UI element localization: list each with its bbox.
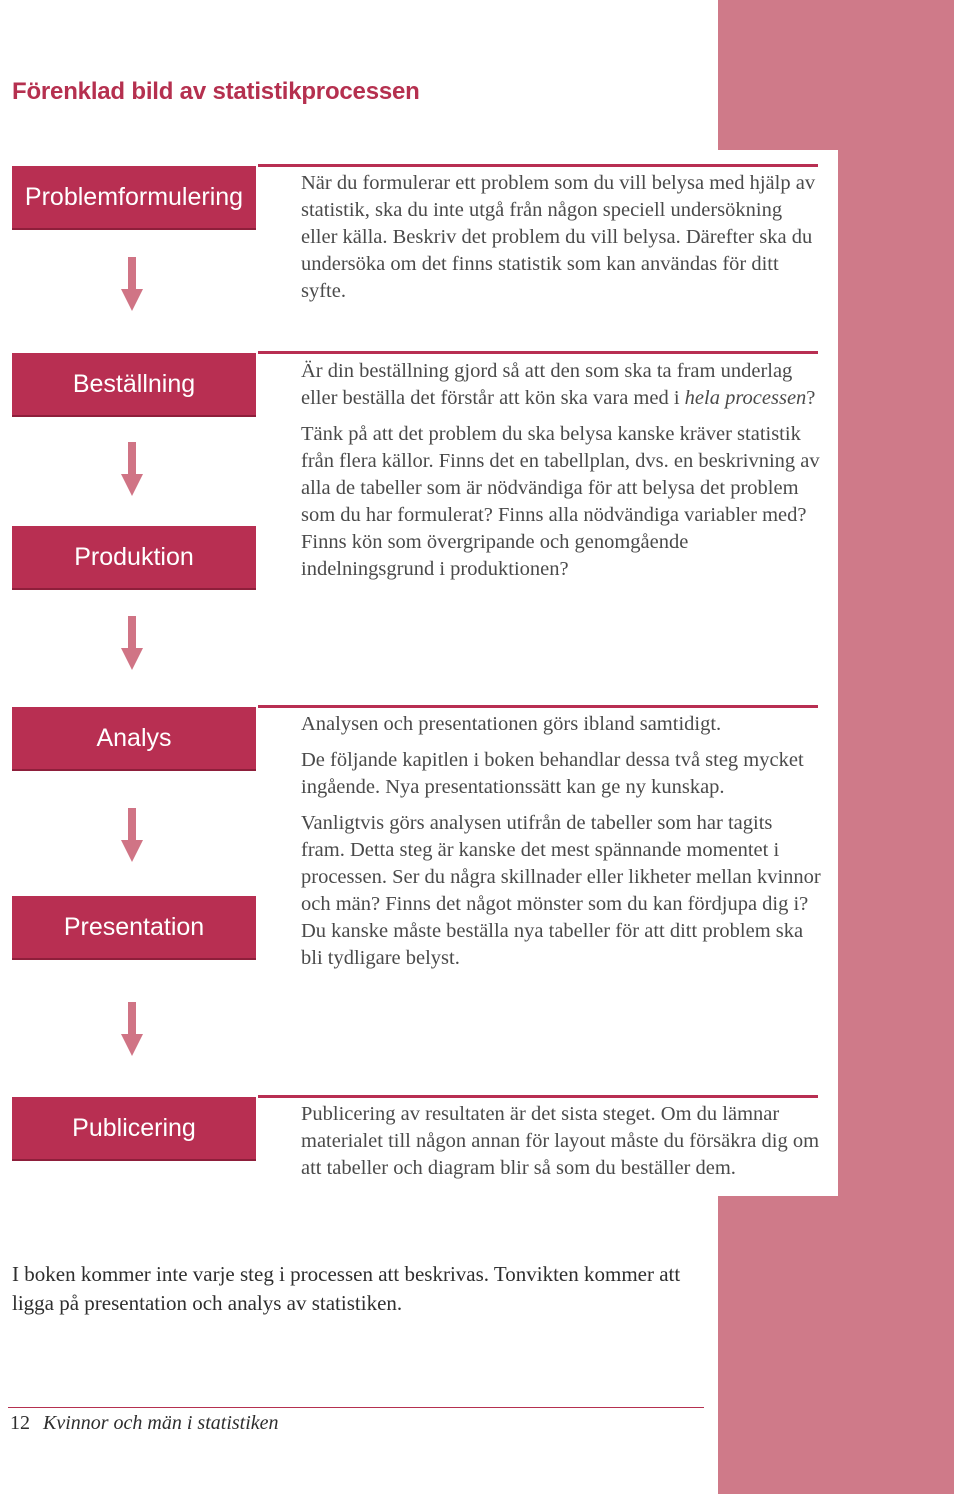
arrow-down-icon [121,808,143,862]
step-analys: Analys [12,707,256,771]
desc-problem-text: När du formulerar ett problem som du vill belysa med hjälp av statistik, ska du inte utgå från någon speciell undersökning eller källa. Beskriv det problem du vill belysa. Därefter ska du undersöka om det finns statistik som kan användas för ditt syfte. [301,172,816,302]
section-rule [258,164,818,167]
arrow-down-icon [121,616,143,670]
desc-bestallning-produktion [301,358,821,592]
desc-produktion-text: Tänk på att det problem du ska belysa kanske kräver statistik från flera källor. Finns det en tabellplan, dvs. en beskrivning av alla de tabeller som är nödvändiga för att belysa det problem som du har formulerat? Finns alla nödvändiga variabler med? Finns kön som övergripande och genomgående indelningsgrund i produktionen? [301,423,820,580]
desc-analys-presentation [301,711,821,981]
page-footer [10,1412,279,1435]
desc-bestallning-text [301,358,821,412]
desc-analys-2: De följande kapitlen i boken behandlar dessa två steg mycket ingående. Nya presentationssätt kan ge ny kunskap. [301,749,804,798]
footer-rule [8,1407,704,1408]
arrow-down-icon [121,257,143,311]
step-presentation: Presentation [12,896,256,960]
desc-analys-1: Analysen och presentationen görs ibland samtidigt. [301,713,722,735]
step-problemformulering: Problemformulering [12,166,256,230]
section-rule [258,351,818,354]
desc-analys-3: Vanligtvis görs analysen utifrån de tabeller som har tagits fram. Detta steg är kanske det mest spännande momentet i processen. Ser du några skillnader eller likheter mellan kvinnor och män? Finns det något mönster som du kan fördjupa dig i? Du kanske måste beställa nya tabeller för att ditt problem ska bli tydligare belyst. [301,812,821,969]
page-number: 12 [10,1412,30,1434]
step-publicering: Publicering [12,1097,256,1161]
footnote-text: I boken kommer inte varje steg i processen att beskrivas. Tonvikten kommer att ligga på presentation och analys av statistiken. [12,1262,681,1315]
arrow-down-icon [121,1002,143,1056]
desc-problemformulering [301,170,821,314]
desc-publicering [301,1101,821,1191]
desc-bestallning-em: hela processen [684,387,807,409]
arrow-down-icon [121,442,143,496]
page-title: Förenklad bild av statistikprocessen [12,78,420,105]
desc-bestallning-post: ? [806,387,816,409]
step-bestallning: Beställning [12,353,256,417]
step-produktion: Produktion [12,526,256,590]
section-rule [258,1095,818,1098]
book-title: Kvinnor och män i statistiken [43,1412,279,1434]
section-rule [258,705,818,708]
desc-bestallning-pre: Är din beställning gjord så att den som ska ta fram underlag eller beställa det förstår att kön ska vara med i [301,360,793,409]
desc-publicering-text: Publicering av resultaten är det sista steget. Om du lämnar materialet till någon annan för layout måste du försäkra dig om att tabeller och diagram blir så som du beställer dem. [301,1103,820,1179]
